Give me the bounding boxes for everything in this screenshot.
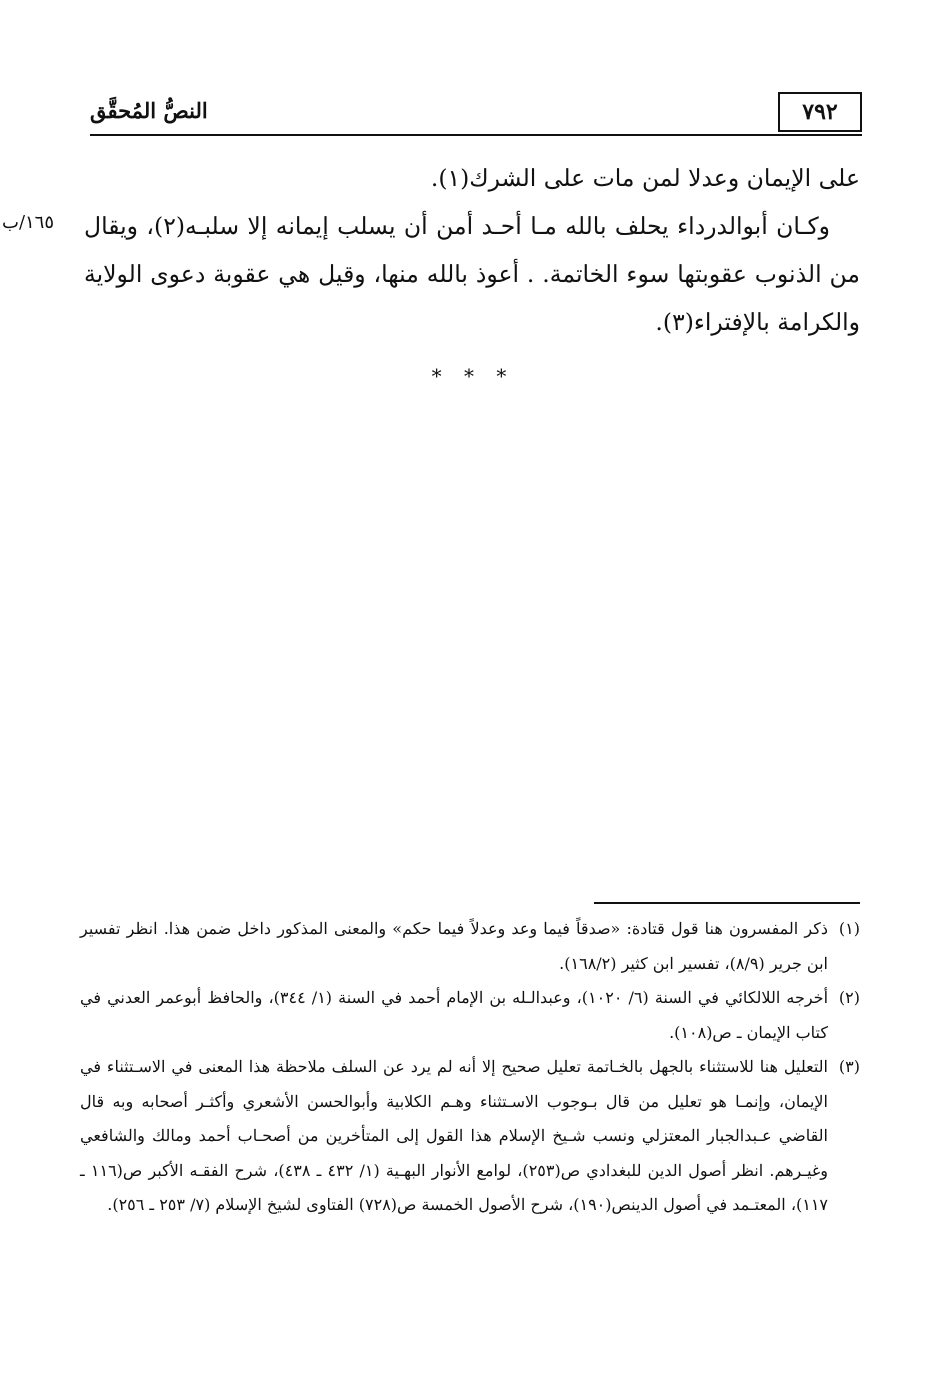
page-header <box>90 88 862 134</box>
footnote-text: أخرجه اللالكائي في السنة (٦/ ١٠٢٠)، وعبدالـله بن الإمام أحمد في السنة (١/ ٣٤٤)، والحافظ أبوعمر العدني في كتاب الإيمان ـ ص(١٠٨). <box>80 988 829 1042</box>
footnote-3 <box>80 1050 860 1223</box>
footnote-text: التعليل هنا للاستثناء بالجهل بالخـاتمة تعليل صحيح إلا أنه لم يرد عن السلف ملاحظة هذا المعنى في الاسـتثناء في الإيمان، وإنمـا هو تعليل من قال بـوجوب الاسـتثناء وهـم الكلابية وأبوالحسن الأشعري وأكثـر أصحابه وبه قال القاضي عـبدالجبار المعتزلي ونسب شـيخ الإسلام هذا القول إلى المتأخرين من أصحـاب أحمد ومالك والشافعي وغيـرهم. انظر أصول الدين للبغدادي ص(٢٥٣)، لوامع الأنوار البهـية (١/ ٤٣٢ ـ ٤٣٨)، شرح الفقـه الأكبر ص(١١٦ ـ ١١٧)، المعتـمد في أصول الدينص(١٩٠)، شرح الأصول الخمسة ص(٧٢٨) الفتاوى لشيخ الإسلام (٧/ ٢٥٣ ـ ٢٥٦). <box>80 1057 828 1214</box>
footnote-number: (١) <box>838 919 860 938</box>
footnotes <box>80 912 860 1223</box>
footnote-number: (٣) <box>838 1057 860 1076</box>
running-title: النصُّ المُحقَّق <box>90 98 208 123</box>
page-number: ٧٩٢ <box>778 92 862 132</box>
main-paragraph-2: وكـان أبوالدرداء يحلف بالله مـا أحـد أمن أن يسلب إيمانه إلا سلبـه(٢)، ويقال من الذنوب عقوبتها سوء الخاتمة. . أعوذ بالله منها، وقيل هي عقوبة دعوى الولاية والكرامة بالإفتراء(٣). <box>84 212 860 336</box>
margin-folio-note: ١٦٥/ب <box>2 212 55 233</box>
main-paragraph-1: على الإيمان وعدلا لمن مات على الشرك(١). <box>430 164 860 192</box>
footnote-1 <box>80 912 860 981</box>
footnote-rule <box>594 902 860 904</box>
main-text <box>84 154 860 346</box>
footnote-number: (٢) <box>838 988 860 1007</box>
footnote-2 <box>80 981 860 1050</box>
section-separator: * * * <box>431 364 515 388</box>
header-rule <box>90 134 862 136</box>
footnote-text: ذكر المفسرون هنا قول قتادة: «صدقاً فيما وعد وعدلاً فيما حكم» والمعنى المذكور داخل ضمن هذا. انظر تفسير ابن جرير (٨/٩)، تفسير ابن كثير (١٦٨/٢). <box>80 919 828 973</box>
